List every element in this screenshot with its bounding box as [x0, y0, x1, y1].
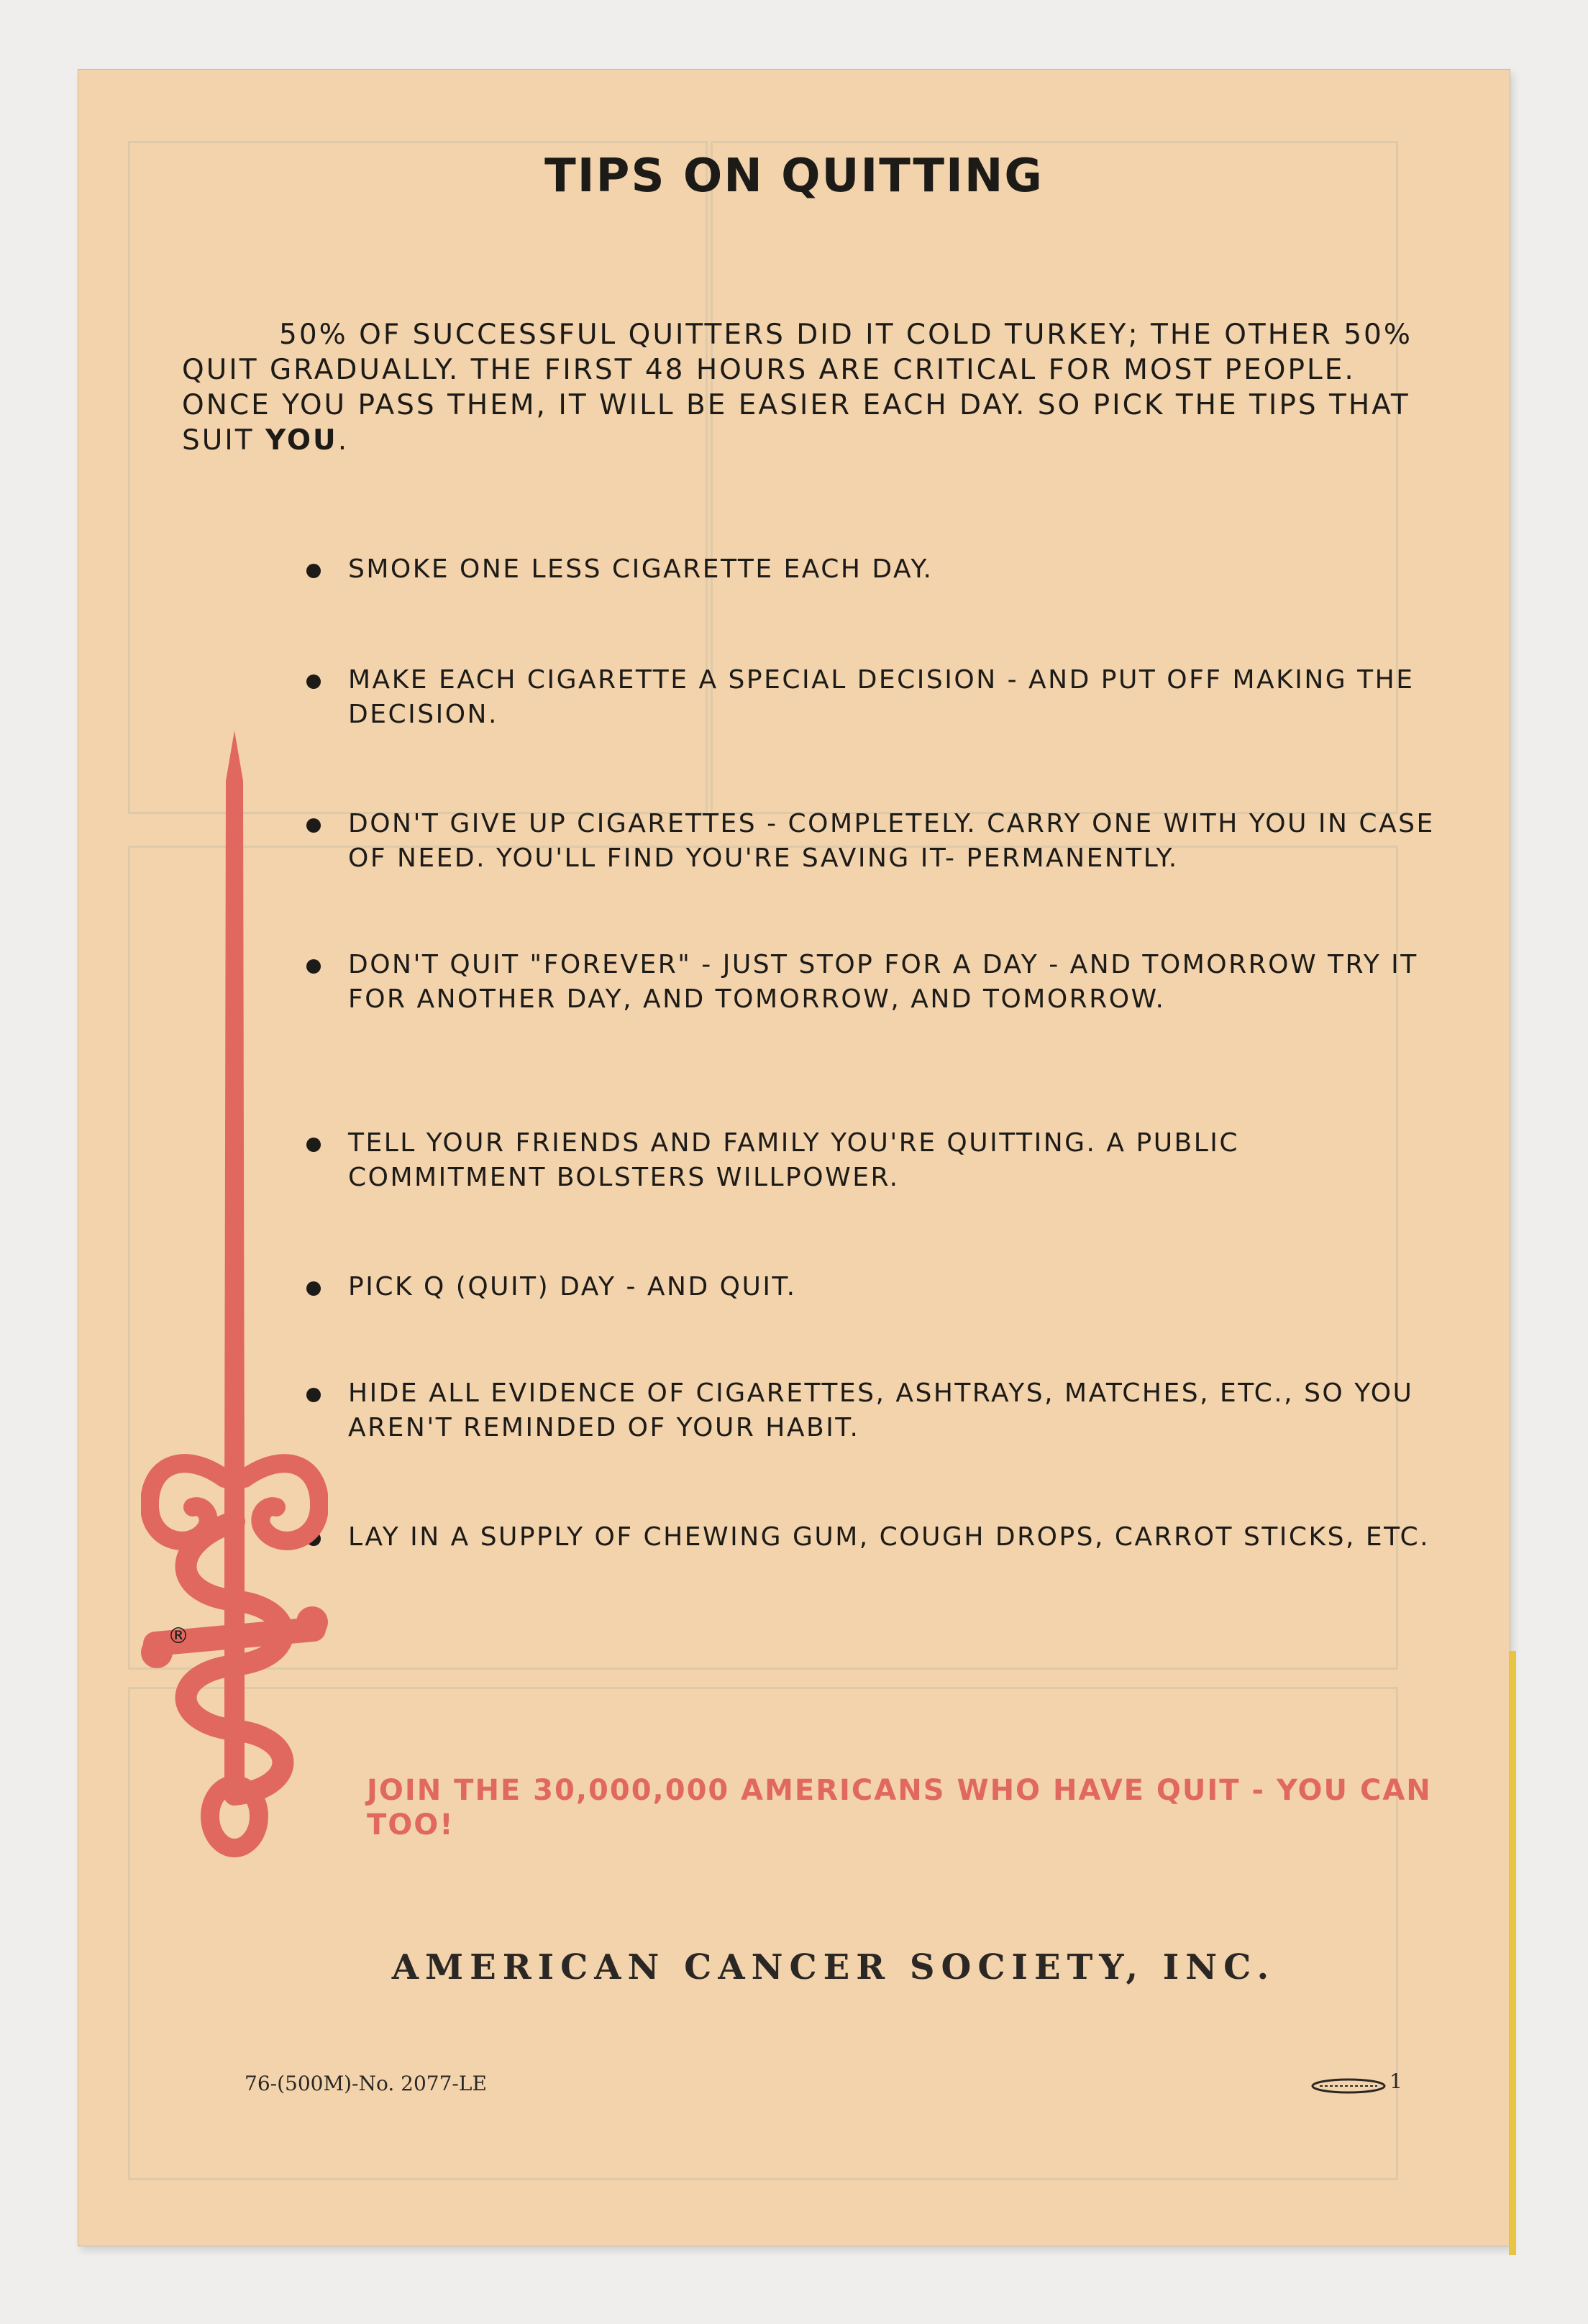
tip-text: TELL YOUR FRIENDS AND FAMILY YOU'RE QUITTING. A PUBLIC COMMITMENT BOLSTERS WILLPOWER.: [348, 1128, 1240, 1192]
tip-text: SMOKE ONE LESS CIGARETTE EACH DAY.: [348, 554, 934, 584]
tip-item: [306, 1376, 1443, 1445]
tip-item: [306, 1520, 1443, 1555]
registered-mark: ®: [168, 1624, 189, 1649]
intro-text: 50% OF SUCCESSFUL QUITTERS DID IT COLD TURKEY; THE OTHER 50% QUIT GRADUALLY. THE FIRST 48 HOURS ARE CRITICAL FOR MOST PEOPLE. ONCE YOU PASS THEM, IT WILL BE EASIER EACH DAY. SO PICK THE TIPS THAT SUIT: [182, 319, 1413, 457]
call-to-action: JOIN THE 30,000,000 AMERICANS WHO HAVE QUIT - YOU CAN TOO!: [367, 1774, 1432, 1842]
bullet-icon: [306, 674, 321, 689]
tip-item: [306, 1270, 1443, 1304]
intro-paragraph: [182, 317, 1419, 458]
print-code: 76-(500M)-No. 2077-LE: [245, 2072, 487, 2095]
tip-text: DON'T GIVE UP CIGARETTES - COMPLETELY. CARRY ONE WITH YOU IN CASE OF NEED. YOU'LL FIND YOU'RE SAVING IT- PERMANENTLY.: [348, 809, 1435, 873]
tip-item: [306, 663, 1443, 732]
tip-text: HIDE ALL EVIDENCE OF CIGARETTES, ASHTRAYS, MATCHES, ETC., SO YOU AREN'T REMINDED OF YOUR HABIT.: [348, 1378, 1414, 1442]
intro-emphasis: YOU: [265, 424, 338, 457]
booklet-page: [78, 69, 1510, 2246]
bullet-icon: [306, 564, 321, 578]
tip-item: [306, 948, 1443, 1017]
union-bug-icon: [1309, 2075, 1388, 2097]
tip-text: PICK Q (QUIT) DAY - AND QUIT.: [348, 1272, 797, 1301]
tip-item: [306, 807, 1443, 876]
tip-text: LAY IN A SUPPLY OF CHEWING GUM, COUGH DROPS, CARROT STICKS, ETC.: [348, 1522, 1430, 1552]
tip-text: DON'T QUIT "FOREVER" - JUST STOP FOR A DAY - AND TOMORROW TRY IT FOR ANOTHER DAY, AND TOMORROW, AND TOMORROW.: [348, 950, 1418, 1014]
tip-text: MAKE EACH CIGARETTE A SPECIAL DECISION - AND PUT OFF MAKING THE DECISION.: [348, 665, 1415, 729]
intro-end: .: [337, 424, 350, 457]
page-number: 1: [1390, 2069, 1402, 2093]
sword-logo-icon: [141, 731, 328, 1859]
page-title: TIPS ON QUITTING: [544, 150, 1044, 203]
tip-item: [306, 552, 1443, 587]
tip-item: [306, 1126, 1443, 1195]
organization-name: AMERICAN CANCER SOCIETY, INC.: [391, 1947, 1276, 1987]
